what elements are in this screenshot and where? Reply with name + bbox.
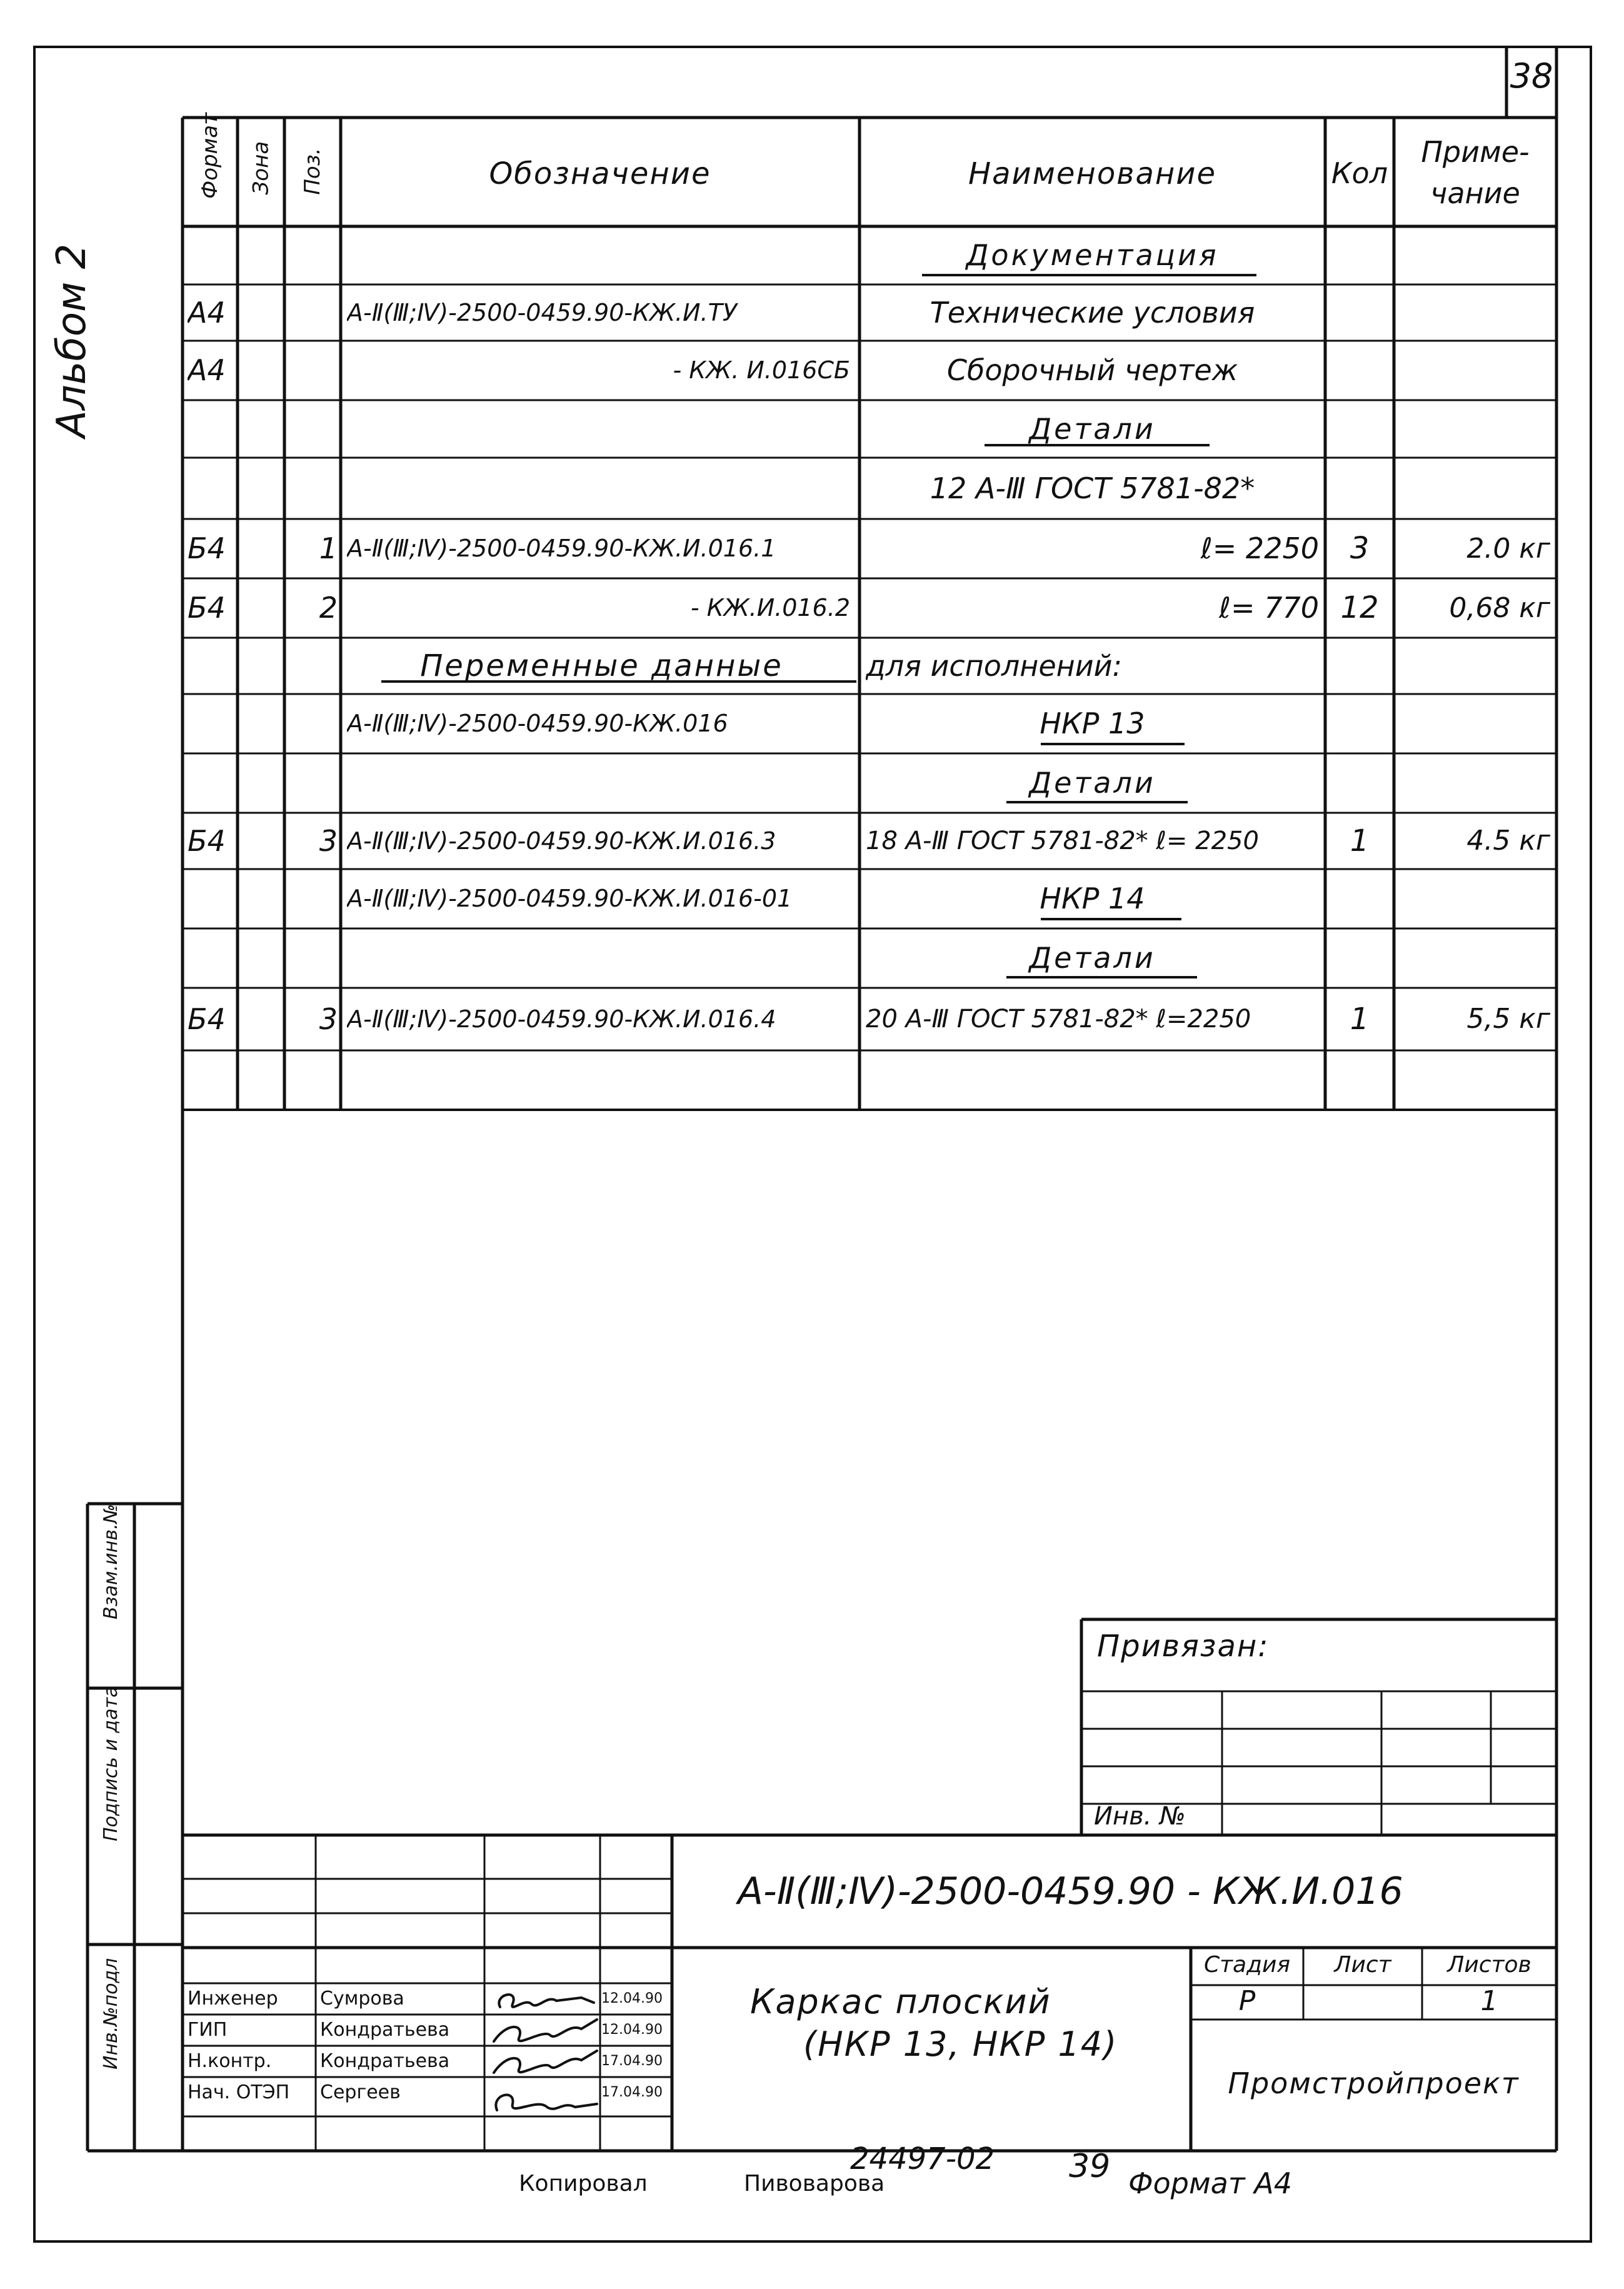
header-designation: Обозначение xyxy=(489,156,711,191)
document-title: Каркас плоский xyxy=(750,1982,1051,2021)
staff-date: 12.04.90 xyxy=(601,1991,663,2006)
row-format xyxy=(188,928,238,988)
row-pos: 3 xyxy=(319,1002,338,1036)
row-name: Сборочный чертеж xyxy=(946,353,1238,387)
row-designation: А-Ⅱ(Ⅲ;Ⅳ)-2500-0459.90-КЖ.016 xyxy=(347,710,728,737)
signature-kondratieva-2 xyxy=(494,2051,597,2073)
row-qty xyxy=(1325,694,1394,753)
staff-name: Кондратьева xyxy=(320,2019,450,2041)
stage-value: Р xyxy=(1238,1985,1256,2017)
row-name: НКР 13 xyxy=(1040,707,1145,740)
staff-role: Инженер xyxy=(188,1988,278,2010)
footer-format: Формат А4 xyxy=(1128,2166,1292,2200)
row-pos xyxy=(284,226,338,284)
row-designation: А-Ⅱ(Ⅲ;Ⅳ)-2500-0459.90-КЖ.И.ТУ xyxy=(347,299,737,326)
row-pos xyxy=(284,694,338,753)
row-format xyxy=(188,638,238,694)
staff-date: 17.04.90 xyxy=(601,2085,663,2100)
document-designation: А-Ⅱ(Ⅲ;Ⅳ)-2500-0459.90 - КЖ.И.016 xyxy=(738,1869,1403,1913)
album-label: Альбом 2 xyxy=(49,243,95,438)
row-designation: А-Ⅱ(Ⅲ;Ⅳ)-2500-0459.90-КЖ.И.016.1 xyxy=(347,535,776,562)
row-name: НКР 14 xyxy=(1040,882,1145,915)
row-pos xyxy=(284,400,338,458)
staff-role: Нач. ОТЭП xyxy=(188,2081,290,2103)
row-designation xyxy=(347,458,856,519)
row-pos xyxy=(284,284,338,341)
sheets-label: Листов xyxy=(1447,1952,1531,1978)
signatures xyxy=(488,1985,600,2151)
row-format xyxy=(188,226,238,284)
row-name: 20 А-Ⅲ ГОСТ 5781-82* ℓ=2250 xyxy=(866,1005,1251,1034)
row-pos: 1 xyxy=(319,531,338,565)
signature-sumrova xyxy=(499,1995,594,2007)
row-designation xyxy=(347,1050,856,1110)
row-pos xyxy=(284,638,338,694)
row-designation: - КЖ.И.016.2 xyxy=(690,594,850,621)
row-name: Детали xyxy=(1029,766,1156,800)
stage-label: Стадия xyxy=(1203,1952,1291,1978)
row-qty: 12 xyxy=(1340,590,1379,625)
row-pos xyxy=(284,928,338,988)
row-qty xyxy=(1325,458,1394,519)
row-note xyxy=(1394,400,1550,458)
row-qty: 3 xyxy=(1350,531,1370,566)
signature-sergeev xyxy=(496,2095,597,2110)
row-note xyxy=(1394,638,1550,694)
row-format xyxy=(188,458,238,519)
header-pos: Поз. xyxy=(300,148,325,195)
row-note xyxy=(1394,341,1550,400)
header-note: Приме- чание xyxy=(1421,135,1530,210)
staff-name: Сумрова xyxy=(320,1988,404,2010)
row-pos xyxy=(284,1050,338,1110)
row-note xyxy=(1394,284,1550,341)
footer-archive-no: 24497-02 xyxy=(850,2141,995,2176)
staff-name: Сергеев xyxy=(320,2081,401,2103)
row-note: 4.5 кг xyxy=(1466,825,1550,857)
row-name: Детали xyxy=(1029,412,1156,446)
row-designation xyxy=(347,226,856,284)
row-note xyxy=(1394,753,1550,813)
footer-archive-sheet: 39 xyxy=(1069,2148,1111,2185)
staff-date: 12.04.90 xyxy=(601,2022,663,2038)
row-designation: - КЖ. И.016СБ xyxy=(673,356,850,384)
row-pos xyxy=(284,458,338,519)
row-name: для исполнений: xyxy=(866,649,1123,683)
row-designation: А-Ⅱ(Ⅲ;Ⅳ)-2500-0459.90-КЖ.И.016-01 xyxy=(347,885,793,912)
row-format xyxy=(188,1050,238,1110)
row-pos xyxy=(284,341,338,400)
row-note xyxy=(1394,226,1550,284)
row-format xyxy=(188,753,238,813)
row-name: 18 А-Ⅲ ГОСТ 5781-82* ℓ= 2250 xyxy=(866,827,1259,855)
row-format xyxy=(188,400,238,458)
side-stamp-inv-podl: Инв.№подл xyxy=(100,1958,122,2070)
row-qty xyxy=(1325,284,1394,341)
row-note: 0,68 кг xyxy=(1449,592,1550,624)
document-subtitle: (НКР 13, НКР 14) xyxy=(803,2025,1118,2064)
row-format xyxy=(188,694,238,753)
binding-inv-no: Инв. № xyxy=(1094,1802,1186,1831)
staff-role: ГИП xyxy=(188,2019,228,2041)
row-format xyxy=(188,869,238,928)
row-note xyxy=(1394,869,1550,928)
row-note: 5,5 кг xyxy=(1466,1003,1550,1035)
row-format: А4 xyxy=(188,296,226,330)
row-name: Документация xyxy=(966,238,1219,272)
sheets-value: 1 xyxy=(1480,1985,1498,2017)
side-stamp-podpis-data: Подпись и дата xyxy=(100,1686,122,1841)
header-name: Наименование xyxy=(968,156,1216,191)
header-zone: Зона xyxy=(248,141,274,195)
row-pos xyxy=(284,753,338,813)
row-note: 2.0 кг xyxy=(1466,533,1550,565)
row-qty xyxy=(1325,753,1394,813)
row-name xyxy=(866,1050,1319,1110)
row-name: 12 А-Ⅲ ГОСТ 5781-82* xyxy=(930,471,1255,505)
page-number: 38 xyxy=(1510,56,1553,96)
row-qty xyxy=(1325,341,1394,400)
row-format: Б4 xyxy=(188,1002,226,1036)
organization: Промстройпроект xyxy=(1228,2066,1520,2100)
row-name: ℓ= 770 xyxy=(1219,591,1319,625)
row-note xyxy=(1394,928,1550,988)
row-note xyxy=(1394,458,1550,519)
row-pos xyxy=(284,869,338,928)
row-name: Технические условия xyxy=(930,296,1255,330)
row-designation: Переменные данные xyxy=(420,648,783,683)
footer-copied-by: Пивоварова xyxy=(744,2171,885,2196)
header-format: Формат xyxy=(198,113,223,199)
row-format: Б4 xyxy=(188,531,226,565)
row-qty: 1 xyxy=(1350,823,1370,858)
side-stamp-vzam-inv: Взам.инв.№ xyxy=(100,1504,122,1619)
staff-role: Н.контр. xyxy=(188,2050,272,2072)
row-pos: 3 xyxy=(319,824,338,858)
row-qty xyxy=(1325,928,1394,988)
row-designation xyxy=(347,400,856,458)
signature-kondratieva-1 xyxy=(494,2020,597,2041)
row-designation: А-Ⅱ(Ⅲ;Ⅳ)-2500-0459.90-КЖ.И.016.4 xyxy=(347,1005,776,1033)
row-name: ℓ= 2250 xyxy=(1200,531,1319,565)
row-format: А4 xyxy=(188,353,226,387)
row-qty xyxy=(1325,1050,1394,1110)
staff-name: Кондратьева xyxy=(320,2050,450,2072)
row-format: Б4 xyxy=(188,824,226,858)
row-note xyxy=(1394,1050,1550,1110)
footer-copied-label: Копировал xyxy=(519,2171,648,2196)
row-designation xyxy=(347,753,856,813)
row-note xyxy=(1394,694,1550,753)
row-name: Детали xyxy=(1029,941,1156,975)
row-qty xyxy=(1325,869,1394,928)
sheet-label: Лист xyxy=(1334,1952,1391,1978)
row-qty: 1 xyxy=(1350,1002,1370,1037)
binding-label: Привязан: xyxy=(1097,1629,1270,1664)
row-pos: 2 xyxy=(319,591,338,625)
row-qty xyxy=(1325,226,1394,284)
row-format: Б4 xyxy=(188,591,226,625)
row-designation xyxy=(347,928,856,988)
header-qty: Кол xyxy=(1331,156,1388,190)
row-qty xyxy=(1325,400,1394,458)
row-qty xyxy=(1325,638,1394,694)
staff-date: 17.04.90 xyxy=(601,2053,663,2069)
row-designation: А-Ⅱ(Ⅲ;Ⅳ)-2500-0459.90-КЖ.И.016.3 xyxy=(347,827,776,855)
